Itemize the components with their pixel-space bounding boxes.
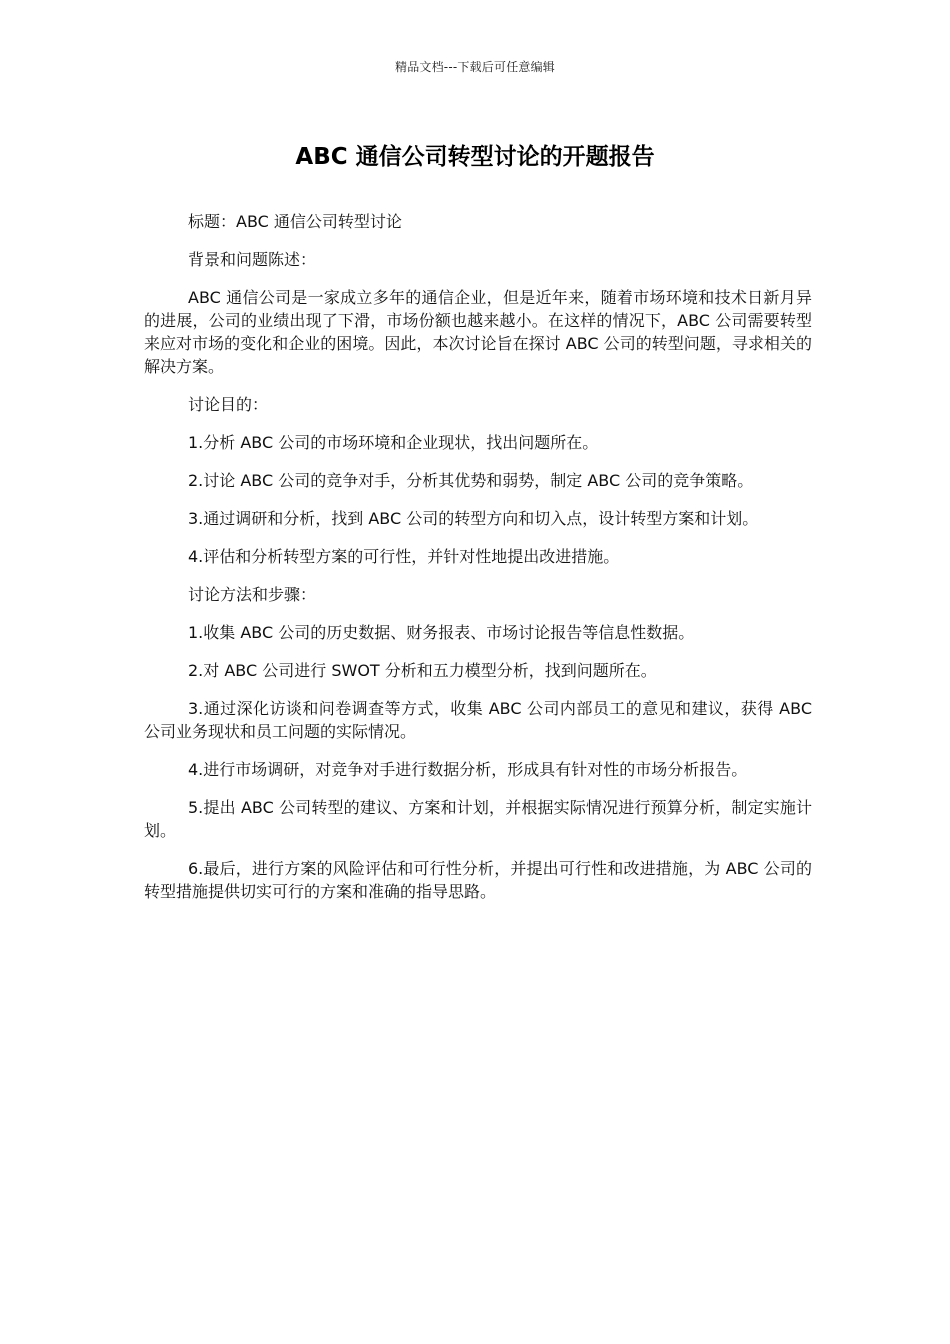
paragraph-background: ABC 通信公司是一家成立多年的通信企业，但是近年来，随着市场环境和技术日新月异的进展，公司的业绩出现了下滑，市场份额也越来越小。在这样的情况下，ABC 公司需要转型来应对市场的变化和企业的困境。因此，本次讨论旨在探讨 ABC 公司的转型问题，寻求相关的解决方案。 — [144, 288, 812, 376]
document-body — [144, 210, 812, 918]
paragraph-purpose-heading: 讨论目的： — [188, 395, 269, 414]
paragraph-method-1: 1.收集 ABC 公司的历史数据、财务报表、市场讨论报告等信息性数据。 — [188, 623, 695, 642]
paragraph-method-heading: 讨论方法和步骤： — [188, 585, 317, 604]
paragraph-purpose-2: 2.讨论 ABC 公司的竞争对手，分析其优势和弱势，制定 ABC 公司的竞争策略。 — [188, 471, 754, 490]
paragraph-purpose-3: 3.通过调研和分析，找到 ABC 公司的转型方向和切入点，设计转型方案和计划。 — [188, 509, 759, 528]
paragraph-method-6: 6.最后，进行方案的风险评估和可行性分析，并提出可行性和改进措施，为 ABC 公司的转型措施提供切实可行的方案和准确的指导思路。 — [144, 859, 812, 901]
paragraph-method-5: 5.提出 ABC 公司转型的建议、方案和计划，并根据实际情况进行预算分析，制定实施计划。 — [144, 798, 812, 840]
document-title: ABC 通信公司转型讨论的开题报告 — [295, 144, 655, 170]
paragraph-purpose-1: 1.分析 ABC 公司的市场环境和企业现状，找出问题所在。 — [188, 433, 599, 452]
paragraph-method-4: 4.进行市场调研，对竞争对手进行数据分析，形成具有针对性的市场分析报告。 — [188, 760, 748, 779]
header-note: 精品文档---下载后可任意编辑 — [395, 60, 555, 74]
paragraph-purpose-4: 4.评估和分析转型方案的可行性，并针对性地提出改进措施。 — [188, 547, 620, 566]
paragraph-method-3: 3.通过深化访谈和问卷调查等方式，收集 ABC 公司内部员工的意见和建议，获得 ABC 公司业务现状和员工问题的实际情况。 — [144, 699, 812, 741]
paragraph-background-heading: 背景和问题陈述： — [188, 250, 317, 269]
paragraph-subject: 标题：ABC 通信公司转型讨论 — [188, 212, 402, 231]
paragraph-method-2: 2.对 ABC 公司进行 SWOT 分析和五力模型分析，找到问题所在。 — [188, 661, 657, 680]
